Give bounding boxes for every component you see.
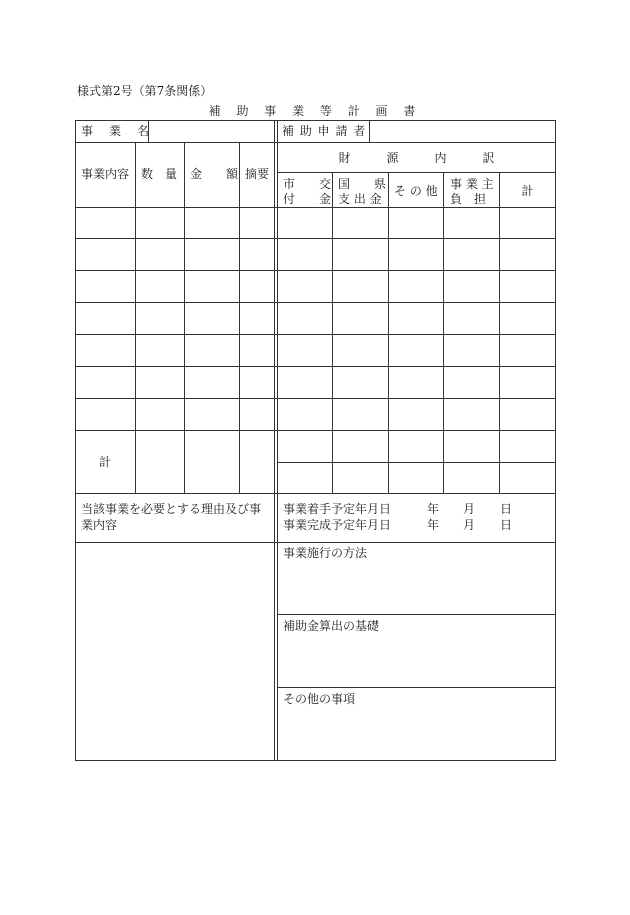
start-day-label: 日 bbox=[500, 502, 513, 516]
col-header-quantity: 数 量 bbox=[141, 167, 178, 181]
reason-content-field[interactable] bbox=[76, 543, 274, 760]
other-items-label: その他の事項 bbox=[283, 692, 356, 706]
project-name-label: 事 業 名 bbox=[81, 124, 152, 138]
row-divider-4 bbox=[75, 334, 556, 335]
row-divider-1 bbox=[75, 238, 556, 239]
center-divider-a bbox=[274, 120, 275, 761]
row-divider-6 bbox=[75, 398, 556, 399]
col-header-pref-line1: 国 県 bbox=[338, 177, 387, 191]
reason-label-line2: 業内容 bbox=[81, 518, 118, 532]
method-label: 事業施行の方法 bbox=[283, 546, 368, 560]
column-header-divider bbox=[75, 207, 556, 208]
col-header-city-line2: 付 金 bbox=[283, 192, 332, 206]
col-header-city-line1: 市 交 bbox=[283, 177, 332, 191]
col-divider-city bbox=[332, 172, 333, 494]
col-divider-owner bbox=[499, 172, 500, 494]
total-row-label: 計 bbox=[98, 455, 111, 469]
page-title: 補 助 事 業 等 計 画 書 bbox=[208, 104, 422, 118]
basis-field[interactable] bbox=[278, 635, 555, 687]
col-header-total: 計 bbox=[521, 184, 534, 198]
funding-heading: 財 源 内 訳 bbox=[338, 151, 495, 165]
row-divider-right-8 bbox=[277, 462, 556, 463]
method-field[interactable] bbox=[278, 562, 555, 614]
col-header-remarks: 摘要 bbox=[245, 167, 270, 181]
col-header-content: 事業内容 bbox=[81, 167, 130, 181]
end-month-label: 月 bbox=[463, 518, 476, 532]
col-divider-quantity bbox=[184, 142, 185, 494]
basis-divider bbox=[277, 687, 556, 688]
applicant-label: 補 助 申 請 者 bbox=[282, 124, 367, 138]
basis-label: 補助金算出の基礎 bbox=[283, 619, 380, 633]
end-date-label: 事業完成予定年月日 bbox=[283, 518, 392, 532]
end-year-label: 年 bbox=[427, 518, 440, 532]
col-header-owner-line2: 負 担 bbox=[450, 192, 487, 206]
col-header-amount: 金 額 bbox=[190, 167, 239, 181]
col-header-other: そ の 他 bbox=[394, 184, 438, 198]
row-divider-2 bbox=[75, 270, 556, 271]
row-divider-7 bbox=[75, 430, 556, 431]
reason-label-line1: 当該事業を必要とする理由及び事 bbox=[81, 502, 262, 516]
col-divider-other bbox=[443, 172, 444, 494]
col-header-owner-line1: 事 業 主 bbox=[450, 177, 494, 191]
other-items-field[interactable] bbox=[278, 708, 555, 760]
funding-heading-divider bbox=[277, 172, 556, 173]
col-header-pref-line2: 支 出 金 bbox=[338, 192, 382, 206]
start-date-label: 事業着手予定年月日 bbox=[283, 502, 392, 516]
form-number-label: 様式第2号（第7条関係） bbox=[77, 84, 213, 98]
table-border-bottom bbox=[75, 760, 556, 761]
method-divider bbox=[277, 614, 556, 615]
col-divider-pref bbox=[388, 172, 389, 494]
col-divider-content bbox=[135, 142, 136, 494]
start-month-label: 月 bbox=[463, 502, 476, 516]
table-body-bottom bbox=[75, 493, 556, 494]
project-name-field[interactable] bbox=[149, 121, 274, 142]
table-border-right bbox=[555, 120, 556, 761]
start-year-label: 年 bbox=[427, 502, 440, 516]
col-divider-amount bbox=[239, 142, 240, 494]
row-divider-3 bbox=[75, 302, 556, 303]
end-day-label: 日 bbox=[500, 518, 513, 532]
row-divider-5 bbox=[75, 366, 556, 367]
applicant-field[interactable] bbox=[370, 121, 555, 142]
